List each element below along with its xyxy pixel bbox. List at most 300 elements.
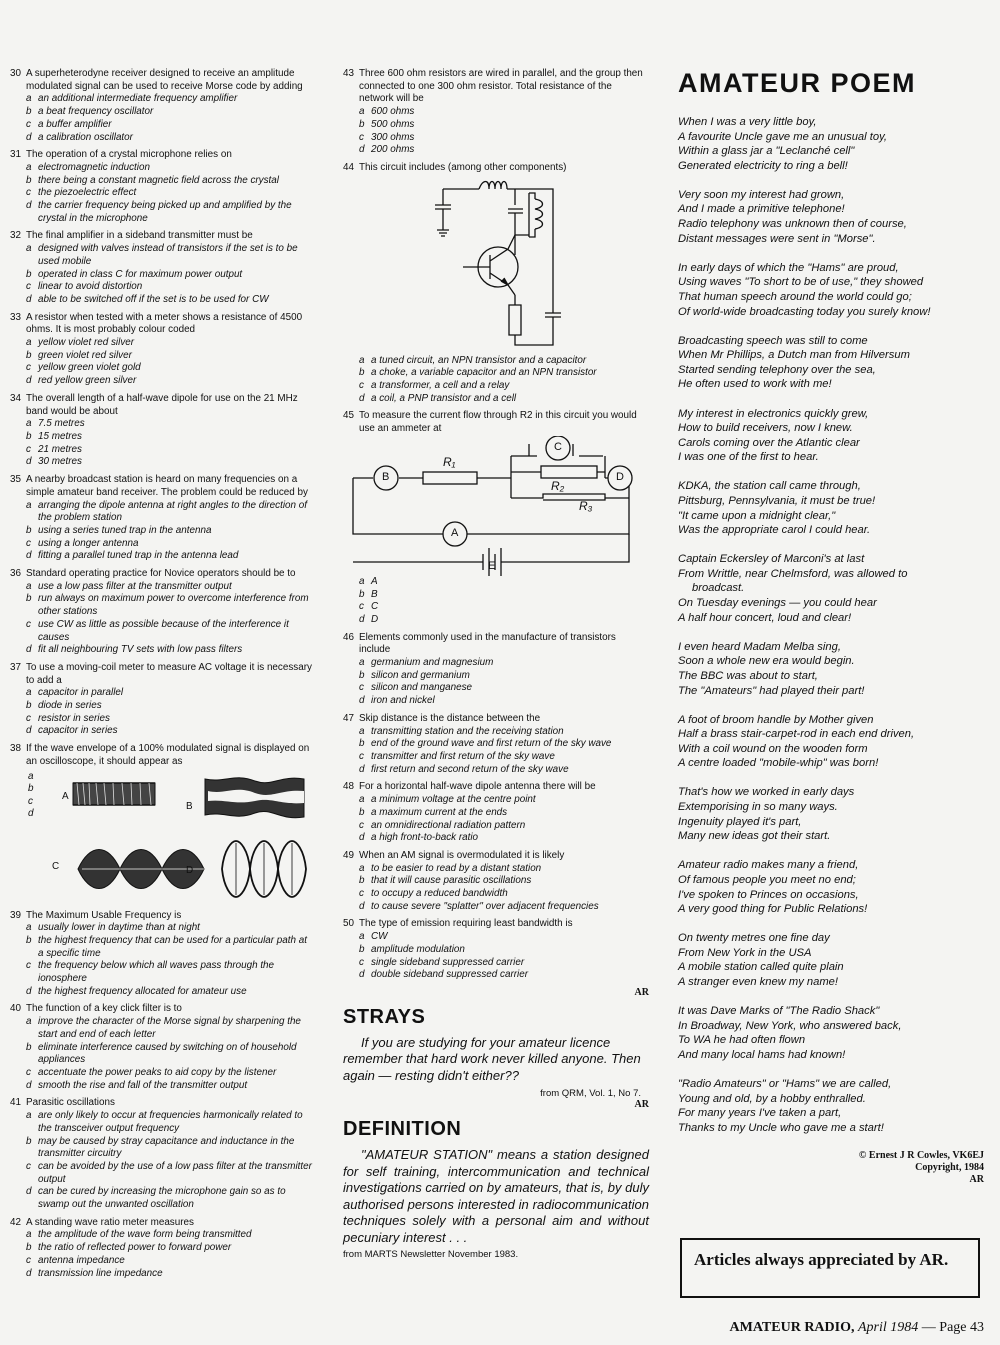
poem-stanza xyxy=(678,640,984,698)
option-item xyxy=(10,132,315,145)
option-item xyxy=(343,601,649,614)
poem-line: How to build receivers, now I knew. xyxy=(678,422,853,435)
question-number: 44 xyxy=(343,161,354,173)
option-text: use a low pass filter at the transmitter output xyxy=(38,580,232,592)
question-number: 50 xyxy=(343,918,354,930)
question-50 xyxy=(343,918,649,982)
question-text: Parasitic oscillations xyxy=(26,1097,115,1109)
option-text: operated in class C for maximum power output xyxy=(38,268,243,280)
question-number: 47 xyxy=(343,712,354,724)
option-text: linear to avoid distortion xyxy=(38,281,143,293)
question-39 xyxy=(10,910,315,999)
poem-line: From New York in the USA xyxy=(678,946,812,959)
poem-line: A favourite Uncle gave me an unusual toy, xyxy=(678,130,887,143)
option-letter: c xyxy=(359,888,364,900)
option-text: using a longer antenna xyxy=(38,537,139,549)
option-letter: a xyxy=(26,418,32,430)
option-text: to occupy a reduced bandwidth xyxy=(371,888,508,900)
poem-stanza xyxy=(678,858,984,916)
option-letter: a xyxy=(359,106,365,118)
poem-line: Many new ideas got their start. xyxy=(678,830,831,843)
question-stem xyxy=(10,230,315,243)
option-item xyxy=(10,162,315,175)
option-text: the carrier frequency being picked up and amplified by the crystal in the microphone xyxy=(38,200,292,224)
option-item xyxy=(343,901,649,914)
option-letter: c xyxy=(26,960,31,972)
question-text: The operation of a crystal microphone relies on xyxy=(26,149,232,161)
question-number: 43 xyxy=(343,68,354,79)
question-43 xyxy=(343,68,649,157)
option-text: a choke, a variable capacitor and an NPN transistor xyxy=(371,367,597,379)
question-number: 48 xyxy=(343,781,354,793)
option-letter: d xyxy=(26,131,32,143)
option-item xyxy=(10,1255,315,1268)
meter-label-a: A xyxy=(451,526,459,539)
option-text: improve the character of the Morse signal by sharpening the start and end of each letter xyxy=(38,1016,301,1040)
option-letter: d xyxy=(359,832,365,844)
option-item xyxy=(343,863,649,876)
option-text: can be cured by increasing the microphone gain so as to swamp out the unwanted oscillation xyxy=(38,1186,286,1211)
option-item xyxy=(10,687,315,700)
question-text: For a horizontal half-wave dipole antenna there will be xyxy=(359,781,596,793)
question-number: 35 xyxy=(10,474,21,486)
poem-line: KDKA, the station call came through, xyxy=(678,480,861,493)
poem-line: A centre loaded "mobile-whip" was born! xyxy=(678,757,879,770)
wave-label-d: D xyxy=(186,864,194,876)
question-stem xyxy=(10,393,315,418)
question-text: Skip distance is the distance between the xyxy=(359,712,541,724)
option-text: usually lower in daytime than at night xyxy=(38,922,200,934)
option-item xyxy=(343,764,649,777)
question-stem xyxy=(10,149,315,162)
option-item xyxy=(10,986,315,999)
option-letter: a xyxy=(359,794,365,806)
option-letter: b xyxy=(26,1041,32,1053)
poem-stanza xyxy=(678,407,984,465)
option-item xyxy=(10,187,315,200)
option-letter: c xyxy=(26,281,31,293)
poem-line: That human speech around the world could go; xyxy=(678,290,912,303)
meter-label-c: C xyxy=(554,440,562,453)
articles-appreciated-box: Articles always appreciated by AR. xyxy=(680,1238,980,1298)
option-text: transmitter and first return of the sky wave xyxy=(371,750,555,762)
poem-line: Carols coming over the Atlantic clear xyxy=(678,436,860,449)
question-number: 38 xyxy=(10,743,21,755)
poem-line: Extemporising in so many ways. xyxy=(678,801,838,814)
option-text: CW xyxy=(371,931,388,943)
question-32 xyxy=(10,230,315,306)
option-letter: d xyxy=(359,695,365,707)
question-text: To measure the current flow through R2 in this circuit you would use an ammeter at xyxy=(359,410,637,435)
option-letter: b xyxy=(359,875,365,887)
option-item xyxy=(10,1110,315,1135)
question-number: 45 xyxy=(343,410,354,422)
waveform-d xyxy=(222,841,306,897)
option-text: A xyxy=(371,575,378,587)
waveform-diagrams xyxy=(10,769,310,905)
option-item xyxy=(343,657,649,670)
option-letter: d xyxy=(26,456,32,468)
option-text: using a series tuned trap in the antenna xyxy=(38,524,212,536)
transistor-circuit-diagram xyxy=(343,175,643,355)
option-text: a calibration oscillator xyxy=(38,131,133,143)
option-list xyxy=(343,355,649,406)
poem-line: Half a brass stair-carpet-rod in each end driven, xyxy=(678,728,915,741)
option-letter: b xyxy=(26,349,32,361)
question-text: A resistor when tested with a meter shows a resistance of 4500 ohms. It is most probably colour coded xyxy=(26,311,303,336)
option-text: 7.5 metres xyxy=(38,418,85,430)
question-text: Standard operating practice for Novice operators should be to xyxy=(26,568,296,580)
question-text: The Maximum Usable Frequency is xyxy=(26,909,182,921)
poem-line: In Broadway, New York, who answered back, xyxy=(678,1019,902,1032)
option-text: the amplitude of the wave form being transmitted xyxy=(38,1229,252,1241)
question-number: 42 xyxy=(10,1216,21,1228)
option-letter: c xyxy=(28,795,33,807)
option-text: green violet red silver xyxy=(38,349,132,361)
option-letter: a xyxy=(26,499,32,511)
option-letter: d xyxy=(26,1186,32,1198)
option-text: fitting a parallel tuned trap in the antenna lead xyxy=(38,550,239,562)
option-text: are only likely to occur at frequencies harmonically related to the transceiver output frequency xyxy=(38,1110,303,1134)
question-number: 37 xyxy=(10,661,21,673)
option-item xyxy=(10,581,315,594)
strays-text: If you are studying for your amateur licence remember that hard work never killed anyone. Then again — resting didn't either?? xyxy=(343,1034,641,1083)
option-text: may be caused by stray capacitance and inductance in the transmitter circuitry xyxy=(38,1135,295,1160)
ar-mark: AR xyxy=(969,1173,984,1185)
poem-line: With a coil wound on the wooden form xyxy=(678,742,868,755)
question-36 xyxy=(10,568,315,657)
poem-stanza xyxy=(678,188,984,246)
option-item xyxy=(343,367,649,380)
poem-line: Pittsburg, Pennsylvania, it must be true! xyxy=(678,494,876,507)
question-number: 31 xyxy=(10,149,21,161)
question-45 xyxy=(343,410,649,626)
definition-text: "AMATEUR STATION" means a station designed for self training, intercommunication and technical investigations carried on by amateurs, that is, by duly authorised persons interested in radiocommunication techniques solely with a personal aim and without pecuniary interest . . . xyxy=(343,1147,649,1245)
option-item xyxy=(10,1268,315,1281)
poem-stanza xyxy=(678,479,984,537)
option-text: a high front-to-back ratio xyxy=(371,832,479,844)
option-item xyxy=(10,700,315,713)
option-text: first return and second return of the sky wave xyxy=(371,763,569,775)
option-text: 15 metres xyxy=(38,430,82,442)
option-item xyxy=(10,444,315,457)
question-40 xyxy=(10,1003,315,1092)
option-letter: a xyxy=(359,862,365,874)
poem-line: I've spoken to Princes on occasions, xyxy=(678,888,859,901)
option-item xyxy=(343,132,649,145)
question-37 xyxy=(10,662,315,738)
option-letter: d xyxy=(359,763,365,775)
option-letter: b xyxy=(28,783,34,795)
question-stem xyxy=(343,632,649,657)
option-letter: a xyxy=(28,770,34,782)
question-number: 34 xyxy=(10,392,21,404)
option-item xyxy=(10,593,315,618)
option-text: C xyxy=(371,601,379,613)
option-letter: a xyxy=(26,1229,32,1241)
option-item xyxy=(10,1186,315,1211)
option-item xyxy=(10,644,315,657)
poem-stanza xyxy=(678,785,984,843)
resistor-label-r1: R₁ xyxy=(443,454,456,469)
option-text: a minimum voltage at the centre point xyxy=(371,794,536,806)
poem-line: A stranger even knew my name! xyxy=(678,976,839,988)
option-item xyxy=(10,175,315,188)
option-text: 600 ohms xyxy=(371,106,415,118)
option-letter: c xyxy=(26,618,31,630)
poem-line: Ingenuity played it's part, xyxy=(678,815,802,828)
meter-label-b: B xyxy=(382,470,390,483)
poem-line: Captain Eckersley of Marconi's at last xyxy=(678,553,865,566)
option-item xyxy=(343,106,649,119)
poem-line: When I was a very little boy, xyxy=(678,116,817,128)
question-41 xyxy=(10,1097,315,1211)
option-letter: c xyxy=(26,1067,31,1078)
poem-column xyxy=(678,68,984,1185)
strays-source: from QRM, Vol. 1, No 7. xyxy=(540,1088,641,1100)
option-text: capacitor in series xyxy=(38,725,118,737)
option-item xyxy=(343,832,649,845)
ar-mark: AR xyxy=(634,1099,649,1111)
option-item xyxy=(343,726,649,739)
question-number: 32 xyxy=(10,230,21,242)
question-42 xyxy=(10,1217,315,1281)
option-letter: c xyxy=(359,750,364,762)
poem-line: Was the appropriate carol I could hear. xyxy=(678,524,871,537)
poem-stanza xyxy=(678,1077,984,1135)
option-text: an additional intermediate frequency amplifier xyxy=(38,93,238,105)
option-letter: a xyxy=(26,93,32,105)
option-item xyxy=(10,960,315,985)
option-item xyxy=(10,1067,315,1080)
option-item xyxy=(10,500,315,525)
option-text: the piezoelectric effect xyxy=(38,187,137,199)
question-49 xyxy=(343,850,649,914)
option-item xyxy=(10,525,315,538)
option-letter: b xyxy=(26,593,32,605)
poem-line: When Mr Phillips, a Dutch man from Hilversum xyxy=(678,349,910,362)
option-item xyxy=(343,807,649,820)
option-item xyxy=(10,431,315,444)
question-number: 39 xyxy=(10,909,21,921)
option-text: 300 ohms xyxy=(371,131,415,143)
option-letter: a xyxy=(359,725,365,737)
poem-line: I was one of the first to hear. xyxy=(678,451,819,464)
question-33 xyxy=(10,312,315,388)
option-letter: d xyxy=(26,985,32,997)
option-text: to cause severe "splatter" over adjacent frequencies xyxy=(371,900,599,912)
question-text: The overall length of a half-wave dipole for use on the 21 MHz band would be about xyxy=(26,392,298,417)
question-stem xyxy=(10,568,315,581)
option-text: able to be switched off if the set is to be used for CW xyxy=(38,293,269,305)
option-item xyxy=(10,106,315,119)
option-letter: d xyxy=(26,725,32,737)
option-text: antenna impedance xyxy=(38,1254,125,1266)
poem-line: A mobile station called quite plain xyxy=(678,961,844,974)
question-stem xyxy=(10,312,315,337)
definition-source: from MARTS Newsletter November 1983. xyxy=(343,1249,519,1261)
option-text: electromagnetic induction xyxy=(38,161,150,173)
option-letter: d xyxy=(26,375,32,387)
option-list xyxy=(343,576,649,627)
poem-line: Of famous people you meet no end; xyxy=(678,873,856,886)
meter-label-d: D xyxy=(616,470,624,483)
option-item xyxy=(10,418,315,431)
poem-line: Using waves "To short to be of use," they showed xyxy=(678,276,924,289)
option-item xyxy=(10,1080,315,1093)
option-letter: b xyxy=(26,700,32,712)
question-stem xyxy=(343,918,649,931)
question-stem xyxy=(10,910,315,923)
question-text: The final amplifier in a sideband transmitter must be xyxy=(26,230,253,242)
question-31 xyxy=(10,149,315,225)
option-text: a transformer, a cell and a relay xyxy=(371,380,510,392)
option-item xyxy=(343,355,649,368)
option-item xyxy=(343,614,649,627)
poem-stanza xyxy=(678,115,984,173)
option-letter: b xyxy=(26,106,32,118)
poem-stanza xyxy=(678,713,984,771)
poem-line: It was Dave Marks of "The Radio Shack" xyxy=(678,1005,880,1018)
option-text: silicon and germanium xyxy=(371,669,470,681)
option-item xyxy=(10,337,315,350)
poem-line: broadcast. xyxy=(692,582,745,595)
question-44 xyxy=(343,162,649,406)
resistor-label-r2: R₂ xyxy=(551,478,565,493)
option-item xyxy=(10,1042,315,1067)
poem-stanza xyxy=(678,552,984,625)
ammeter-circuit-diagram xyxy=(343,436,649,576)
poem-line: Started sending telephony over the sea, xyxy=(678,363,876,376)
poem-stanza xyxy=(678,931,984,989)
poem-line: On Tuesday evenings — you could hear xyxy=(678,597,877,610)
option-letter: b xyxy=(359,588,365,600)
option-letter: c xyxy=(26,362,31,374)
option-item xyxy=(10,1136,315,1161)
option-text: a coil, a PNP transistor and a cell xyxy=(371,392,517,404)
option-text: resistor in series xyxy=(38,712,110,724)
option-letter: d xyxy=(359,392,365,404)
poem-line: Distant messages were sent in "Morse". xyxy=(678,232,876,245)
option-letter: d xyxy=(26,550,32,562)
page-footer xyxy=(730,1320,984,1336)
option-letter: b xyxy=(26,174,32,186)
poem-line: Very soon my interest had grown, xyxy=(678,188,845,201)
question-stem xyxy=(343,68,649,106)
poem-title: AMATEUR POEM xyxy=(678,68,916,98)
waveform-a xyxy=(73,783,155,805)
option-letter: c xyxy=(359,682,364,694)
question-text: Three 600 ohm resistors are wired in parallel, and the group then connected to one 300 ohm resistor. Total resistance of the network will be xyxy=(359,68,643,105)
option-text: D xyxy=(371,613,379,625)
question-list xyxy=(343,632,649,982)
option-text: a beat frequency oscillator xyxy=(38,106,154,118)
option-text: 200 ohms xyxy=(371,144,415,156)
option-letter: a xyxy=(359,657,365,669)
definition-heading: DEFINITION xyxy=(343,1118,462,1141)
option-item xyxy=(343,380,649,393)
poem-line: Soon a whole new era would begin. xyxy=(678,655,855,668)
page-number: — Page 43 xyxy=(921,1320,984,1335)
option-text: arranging the dipole antenna at right angles to the direction of the problem station xyxy=(38,499,308,524)
option-letter: a xyxy=(359,354,365,366)
question-stem xyxy=(343,713,649,726)
option-item xyxy=(343,875,649,888)
poem-line: Broadcasting speech was still to come xyxy=(678,334,868,347)
poem-stanza xyxy=(678,261,984,319)
option-letter: b xyxy=(359,669,365,681)
option-item xyxy=(343,969,649,982)
definition-section xyxy=(343,1118,649,1260)
option-letter: a xyxy=(359,931,365,943)
question-text: If the wave envelope of a 100% modulated signal is displayed on an oscilloscope, it should appear as xyxy=(26,743,310,767)
option-text: iron and nickel xyxy=(371,695,435,707)
poem-line: Amateur radio makes many a friend, xyxy=(678,859,859,872)
poem-line: I even heard Madam Melba sing, xyxy=(678,640,841,653)
option-item xyxy=(10,200,315,225)
question-number: 49 xyxy=(343,849,354,861)
option-letter: c xyxy=(359,956,364,968)
question-stem xyxy=(10,1097,315,1110)
poem-line: "Radio Amateurs" or "Hams" we are called, xyxy=(678,1077,892,1090)
option-item xyxy=(343,576,649,589)
option-letter: c xyxy=(26,1254,31,1266)
option-item xyxy=(10,619,315,644)
option-letter: b xyxy=(26,268,32,280)
option-text: amplitude modulation xyxy=(371,943,465,955)
poem-line: From Writtle, near Chelmsford, was allowed to xyxy=(678,567,908,580)
option-letter: b xyxy=(26,1242,32,1254)
option-letter: a xyxy=(26,161,32,173)
option-letter: b xyxy=(359,943,365,955)
question-text: A nearby broadcast station is heard on many frequencies on a simple amateur band receiver. The problem could be reduced by xyxy=(26,474,308,498)
option-letter: a xyxy=(359,575,365,587)
option-letter: d xyxy=(26,1267,32,1279)
option-text: a tuned circuit, an NPN transistor and a capacitor xyxy=(371,354,587,366)
poem-line: A very good thing for Public Relations! xyxy=(678,903,868,916)
option-text: silicon and manganese xyxy=(371,682,473,694)
question-38 xyxy=(10,743,315,904)
option-item xyxy=(10,1242,315,1255)
questions-column-1 xyxy=(10,68,315,1285)
ar-mark: AR xyxy=(634,986,649,998)
option-letter: c xyxy=(26,443,31,455)
option-item xyxy=(10,538,315,551)
option-text: germanium and magnesium xyxy=(371,657,494,669)
question-stem xyxy=(10,474,315,499)
option-item xyxy=(10,1229,315,1242)
poem-line: My interest in electronics quickly grew, xyxy=(678,407,869,420)
wave-label-b: B xyxy=(186,800,193,812)
resistor-label-r3: R₃ xyxy=(579,498,593,513)
question-number: 46 xyxy=(343,631,354,643)
question-stem xyxy=(10,68,315,93)
question-48 xyxy=(343,781,649,845)
option-letter: c xyxy=(26,537,31,549)
question-text: To use a moving-coil meter to measure AC voltage it is necessary to add a xyxy=(26,661,312,686)
option-letter: c xyxy=(26,1160,31,1172)
poem-stanza xyxy=(678,334,984,392)
option-item xyxy=(343,944,649,957)
option-text: 500 ohms xyxy=(371,118,415,130)
option-item xyxy=(10,935,315,960)
option-text: to be easier to read by a distant station xyxy=(371,862,542,874)
poem-line: The "Amateurs" had played their part! xyxy=(678,684,865,697)
waveform-figure xyxy=(10,769,315,905)
option-letter: b xyxy=(359,118,365,130)
option-item xyxy=(343,119,649,132)
poem-line: And many local hams had known! xyxy=(678,1048,846,1061)
